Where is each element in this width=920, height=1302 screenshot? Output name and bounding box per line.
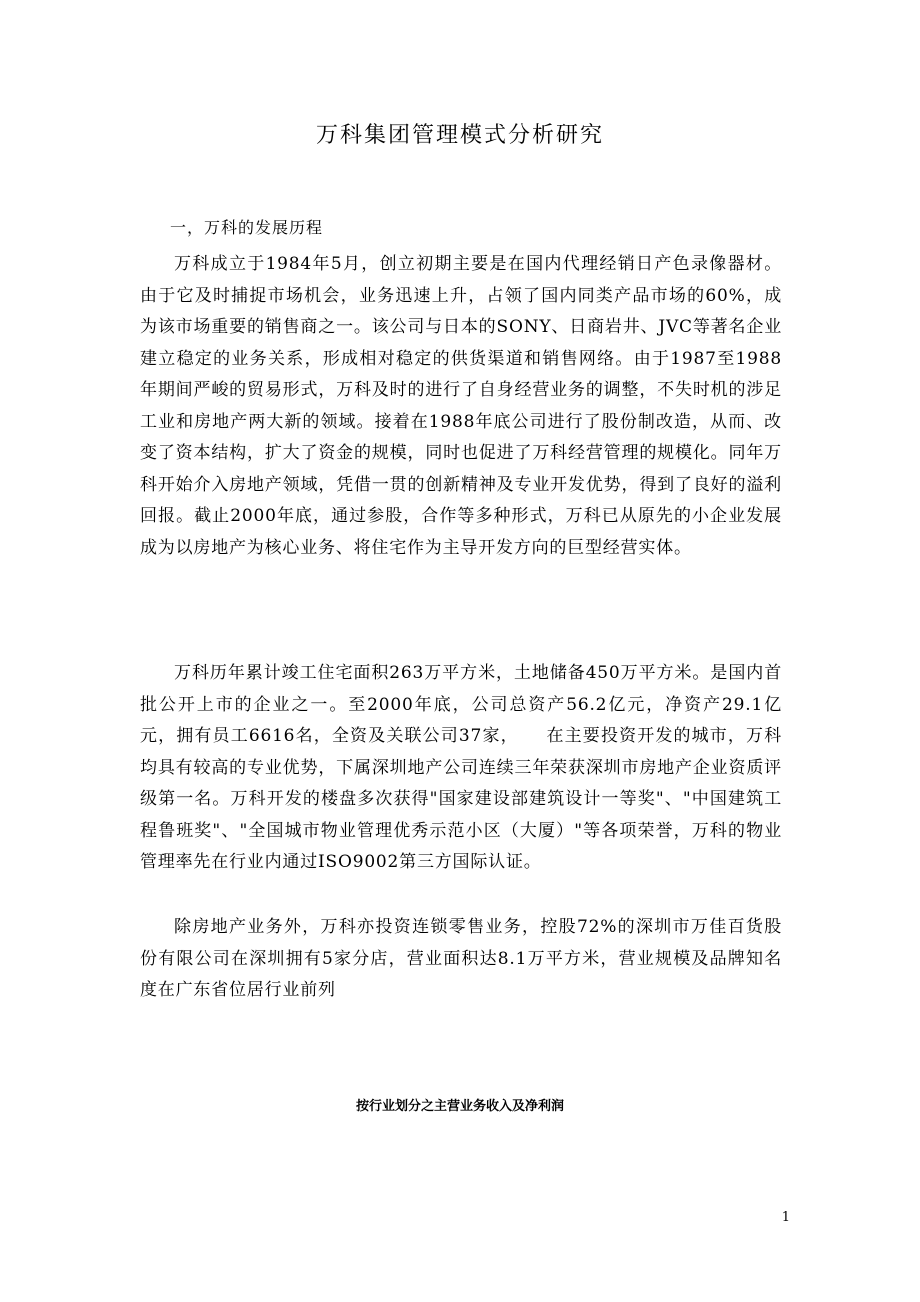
document-title: 万科集团管理模式分析研究 <box>315 123 604 148</box>
section-heading: 一，万科的发展历程 <box>170 218 324 237</box>
paragraph-history: 万科成立于1984年5月，创立初期主要是在国内代理经销日产色录像器材。由于它及时捕捉市场机会，业务迅速上升，占领了国内同类产品市场的60%，成为该市场重要的销售商之一。该公司与日本的SONY、日商岩井、JVC等著名企业建立稳定的业务关系，形成相对稳定的供货渠道和销售网络。由于1987至1988年期间严峻的贸易形式，万科及时的进行了自身经营业务的调整，不失时机的涉足工业和房地产两大新的领域。接着在1988年底公司进行了股份制改造，从而、改变了资本结构，扩大了资金的规模，同时也促进了万科经营管理的规模化。同年万科开始介入房地产领域，凭借一贯的创新精神及专业开发优势，得到了良好的溢利回报。截止2000年底，通过参股，合作等多种形式，万科已从原先的小企业发展成为以房地产为核心业务、将住宅作为主导开发方向的巨型经营实体。 <box>140 254 782 558</box>
paragraph-retail: 除房地产业务外，万科亦投资连锁零售业务，控股72%的深圳市万佳百货股份有限公司在深圳拥有5家分店，营业面积达8.1万平方米，营业规模及品牌知名度在广东省位居行业前列 <box>140 917 782 1000</box>
paragraph-achievements: 万科历年累计竣工住宅面积263万平方米，土地储备450万平方米。是国内首批公开上市的企业之一。至2000年底，公司总资产56.2亿元，净资产29.1亿元，拥有员工6616名，全资及关联公司37家， 在主要投资开发的城市，万科均具有较高的专业优势，下属深圳地产公司连续三年荣获深圳市房地产企业资质评级第一名。万科开发的楼盘多次获得"国家建设部建筑设计一等奖"、"中国建筑工程鲁班奖"、"全国城市物业管理优秀示范小区（大厦）"等各项荣誉，万科的物业管理率先在行业内通过ISO9002第三方国际认证。 <box>140 663 782 872</box>
table-caption: 按行业划分之主营业务收入及净利润 <box>355 1099 564 1114</box>
page-number: 1 <box>781 1210 790 1225</box>
